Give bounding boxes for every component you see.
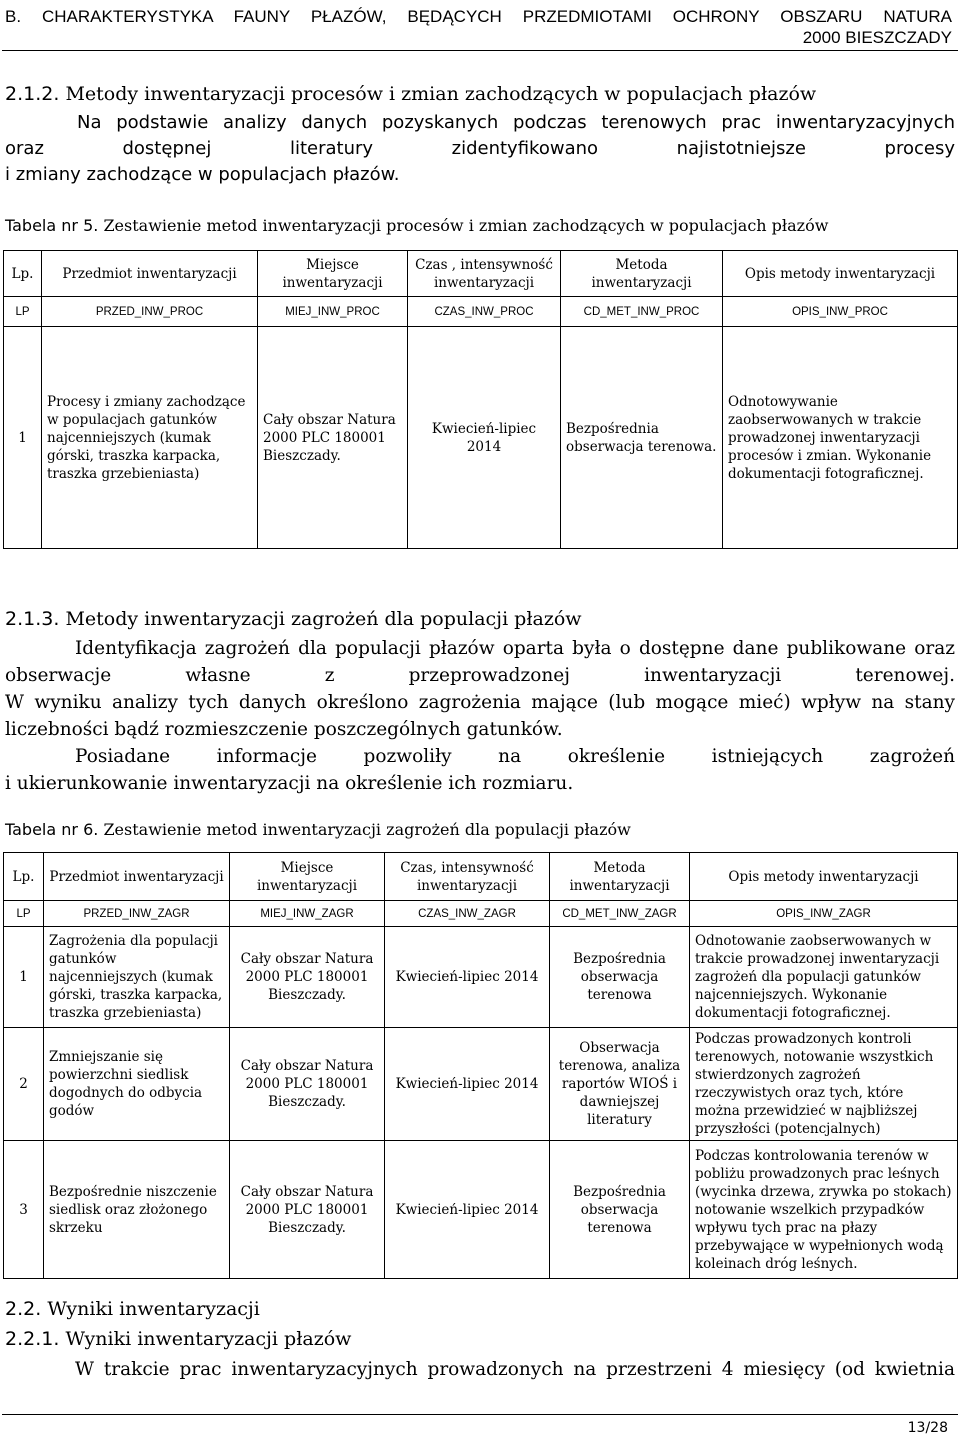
table-cell: Cały obszar Natura 2000 PLC 180001 Bieszczady.	[258, 327, 408, 549]
table-code-cell: OPIS_INW_PROC	[723, 297, 958, 327]
table-code-cell: PRZED_INW_ZAGR	[44, 901, 230, 927]
table5-caption-text: Zestawienie metod inwentaryzacji procesów i zmian zachodzących w populacjach płazów	[103, 216, 829, 235]
table6-code-row	[4, 901, 958, 927]
table-cell: 1	[4, 927, 44, 1028]
table5	[3, 250, 958, 549]
table-cell: Cały obszar Natura 2000 PLC 180001 Bieszczady.	[230, 927, 385, 1028]
table-cell: Cały obszar Natura 2000 PLC 180001 Bieszczady.	[230, 1028, 385, 1141]
table-cell: Zagrożenia dla populacji gatunków najcenniejszych (kumak górski, traszka karpacka, traszka grzebieniasta)	[44, 927, 230, 1028]
section-213-heading	[5, 607, 955, 631]
table-cell: Cały obszar Natura 2000 PLC 180001 Bieszczady.	[230, 1141, 385, 1279]
table-cell: Kwiecień-lipiec 2014	[385, 1028, 550, 1141]
table-header-cell: Opis metody inwentaryzacji	[723, 251, 958, 297]
section-221-title: Wyniki inwentaryzacji płazów	[65, 1328, 352, 1350]
table6	[3, 852, 958, 1279]
table6-caption	[5, 820, 955, 840]
paragraph-line: Na podstawie analizy danych pozyskanych podczas terenowych prac inwentaryzacyjnych	[77, 112, 955, 133]
table-header-cell: Lp.	[4, 853, 44, 901]
table-code-cell: MIEJ_INW_PROC	[258, 297, 408, 327]
table-cell: Bezpośrednie niszczenie siedlisk oraz złożonego skrzeku	[44, 1141, 230, 1279]
table5-caption	[5, 216, 955, 236]
table-header-cell: Lp.	[4, 251, 42, 297]
table-code-cell: LP	[4, 901, 44, 927]
section-212-heading	[5, 82, 955, 106]
table-row	[4, 327, 958, 549]
table-cell: Podczas prowadzonych kontroli terenowych, notowanie wszystkich stwierdzonych zagrożeń rzeczywistych oraz tych, które można przewidzieć w najbliższej przyszłości (potencjalnych)	[690, 1028, 958, 1141]
section-221-paragraph	[5, 1356, 955, 1383]
table-cell: Bezpośrednia obserwacja terenowa	[550, 927, 690, 1028]
table-cell: 2	[4, 1028, 44, 1141]
table5-code-row	[4, 297, 958, 327]
section-22-title: Wyniki inwentaryzacji	[47, 1298, 260, 1320]
section-212-number: 2.1.2.	[5, 83, 60, 105]
table-cell: 1	[4, 327, 42, 549]
table-cell: Bezpośrednia obserwacja terenowa	[550, 1141, 690, 1279]
table-row	[4, 1141, 958, 1279]
section-22-heading	[5, 1297, 955, 1321]
table-code-cell: LP	[4, 297, 42, 327]
table-header-cell: Metoda inwentaryzacji	[561, 251, 723, 297]
table5-header-row	[4, 251, 958, 297]
section-212-paragraph	[5, 110, 955, 188]
table-cell: Kwiecień-lipiec 2014	[385, 1141, 550, 1279]
section-212-title: Metody inwentaryzacji procesów i zmian zachodzących w populacjach płazów	[65, 83, 817, 105]
section-221-number: 2.2.1.	[5, 1328, 60, 1350]
paragraph-line: oraz dostępnej literatury zidentyfikowano najistotniejsze procesy	[5, 138, 955, 159]
paragraph-line: Identyfikacja zagrożeń dla populacji płazów oparta była o dostępne dane publikowane oraz	[75, 638, 955, 659]
table-code-cell: CD_MET_INW_ZAGR	[550, 901, 690, 927]
table-code-cell: CD_MET_INW_PROC	[561, 297, 723, 327]
table-header-cell: Miejsce inwentaryzacji	[230, 853, 385, 901]
table-row	[4, 927, 958, 1028]
table6-header-row	[4, 853, 958, 901]
table6-caption-label: Tabela nr 6.	[5, 820, 99, 839]
table-cell: Bezpośrednia obserwacja terenowa.	[561, 327, 723, 549]
table-cell: Obserwacja terenowa, analiza raportów WIOŚ i dawniejszej literatury	[550, 1028, 690, 1141]
table-cell: Kwiecień-lipiec 2014	[385, 927, 550, 1028]
header-divider	[2, 50, 958, 51]
header-line-1: B. CHARAKTERYSTYKA FAUNY PŁAZÓW, BĘDĄCYCH PRZEDMIOTAMI OCHRONY OBSZARU NATURA	[5, 7, 952, 26]
paragraph-line: Posiadane informacje pozwoliły na określenie istniejących zagrożeń	[75, 746, 955, 767]
section-213-title: Metody inwentaryzacji zagrożeń dla populacji płazów	[65, 608, 582, 630]
table-code-cell: PRZED_INW_PROC	[42, 297, 258, 327]
footer-divider	[2, 1414, 958, 1415]
table-header-cell: Metoda inwentaryzacji	[550, 853, 690, 901]
table-cell: 3	[4, 1141, 44, 1279]
table-header-cell: Czas, intensywność inwentaryzacji	[385, 853, 550, 901]
table5-caption-label: Tabela nr 5.	[5, 216, 99, 235]
section-221-heading	[5, 1327, 955, 1351]
table-cell: Odnotowanie zaobserwowanych w trakcie prowadzonej inwentaryzacji zagrożeń dla populacji gatunków najcenniejszych. Wykonanie dokumentacji fotograficznej.	[690, 927, 958, 1028]
table-row	[4, 1028, 958, 1141]
paragraph-line: liczebności bądź rozmieszczenie poszczególnych gatunków.	[5, 719, 563, 740]
table-code-cell: OPIS_INW_ZAGR	[690, 901, 958, 927]
paragraph-line: obserwacje własne z przeprowadzonej inwentaryzacji terenowej.	[5, 665, 955, 686]
table-code-cell: CZAS_INW_PROC	[408, 297, 561, 327]
table-header-cell: Czas , intensywność inwentaryzacji	[408, 251, 561, 297]
header-line-2: 2000 BIESZCZADY	[802, 28, 952, 47]
table6-caption-text: Zestawienie metod inwentaryzacji zagrożeń dla populacji płazów	[103, 820, 631, 839]
table-cell: Zmniejszanie się powierzchni siedlisk dogodnych do odbycia godów	[44, 1028, 230, 1141]
paragraph-line: W wyniku analizy tych danych określono zagrożenia mające (lub mogące mieć) wpływ na stany	[5, 692, 955, 713]
section-22-number: 2.2.	[5, 1298, 42, 1320]
paragraph-line: i ukierunkowanie inwentaryzacji na określenie ich rozmiaru.	[5, 773, 574, 794]
page-number: 13/28	[907, 1420, 948, 1436]
paragraph-line: i zmiany zachodzące w populacjach płazów.	[5, 164, 400, 185]
table-header-cell: Przedmiot inwentaryzacji	[44, 853, 230, 901]
table-header-cell: Opis metody inwentaryzacji	[690, 853, 958, 901]
table-header-cell: Przedmiot inwentaryzacji	[42, 251, 258, 297]
table-cell: Kwiecień-lipiec 2014	[408, 327, 561, 549]
table-cell: Odnotowywanie zaobserwowanych w trakcie prowadzonej inwentaryzacji procesów i zmian. Wykonanie dokumentacji fotograficznej.	[723, 327, 958, 549]
section-213-number: 2.1.3.	[5, 608, 60, 630]
paragraph-line: W trakcie prac inwentaryzacyjnych prowadzonych na przestrzeni 4 miesięcy (od kwietnia	[75, 1359, 955, 1380]
table-header-cell: Miejsce inwentaryzacji	[258, 251, 408, 297]
table-code-cell: CZAS_INW_ZAGR	[385, 901, 550, 927]
table-cell: Procesy i zmiany zachodzące w populacjach gatunków najcenniejszych (kumak górski, traszka karpacka, traszka grzebieniasta)	[42, 327, 258, 549]
page-header	[5, 6, 952, 48]
section-213-paragraph	[5, 635, 955, 797]
table-code-cell: MIEJ_INW_ZAGR	[230, 901, 385, 927]
table-cell: Podczas kontrolowania terenów w pobliżu prowadzonych prac leśnych (wycinka drzewa, zrywka po stokach) notowanie wszelkich przypadków wpływu tych prac na płazy przebywające w wypełnionych wodą koleinach dróg leśnych.	[690, 1141, 958, 1279]
